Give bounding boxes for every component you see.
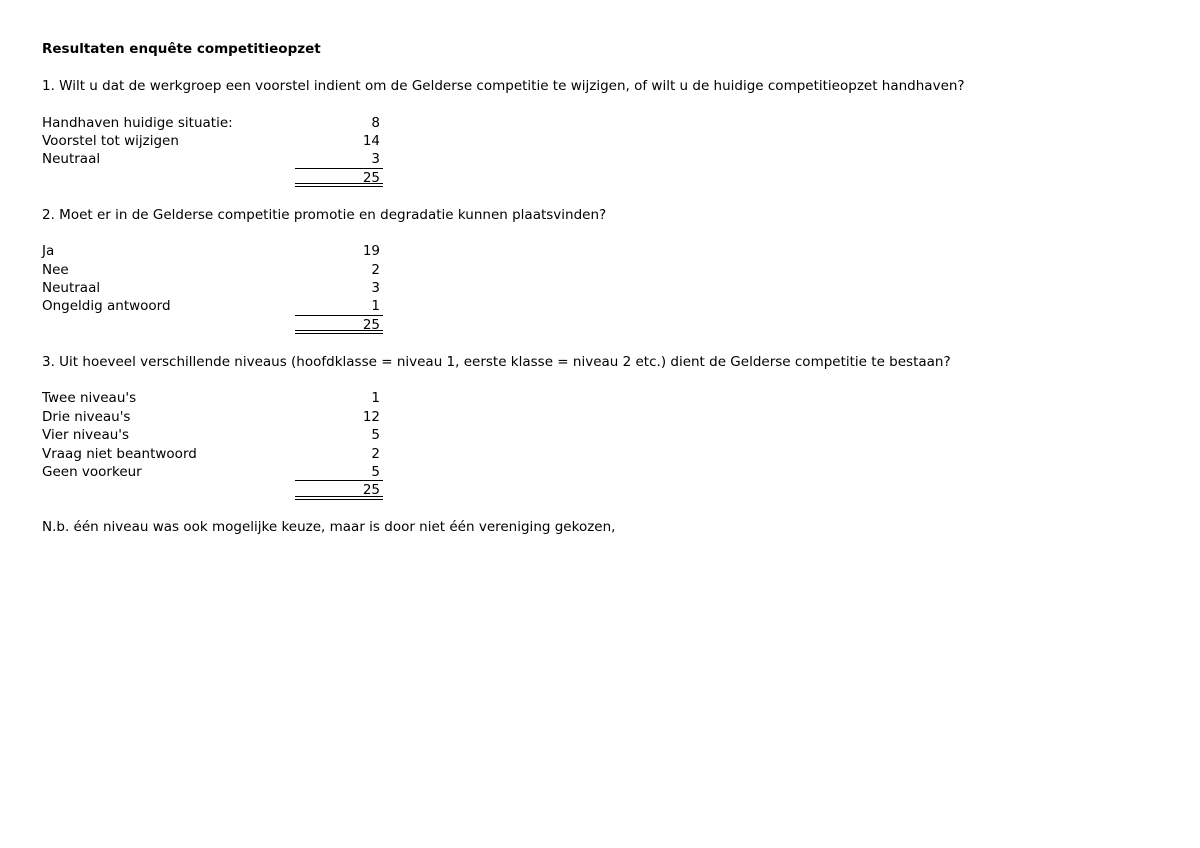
answer-label: Nee	[42, 261, 69, 278]
answer-count: 5	[295, 463, 383, 481]
total-count: 25	[295, 481, 383, 499]
blank-line	[42, 95, 1190, 113]
answer-count: 2	[371, 261, 380, 278]
survey-question-section-1	[42, 77, 1190, 187]
total-count: 25	[295, 169, 383, 187]
answer-row	[42, 463, 1190, 481]
total-row	[42, 169, 1190, 187]
blank-line	[42, 334, 1190, 352]
answer-count: 5	[371, 427, 380, 444]
blank-line	[42, 500, 1190, 518]
question-text: 3. Uit hoeveel verschillende niveaus (hoofdklasse = niveau 1, eerste klasse = niveau 2 etc.) dient de Gelderse competitie te bestaan?	[42, 353, 951, 370]
answer-label: Ongeldig antwoord	[42, 298, 171, 315]
answer-count: 2	[371, 445, 380, 462]
answer-count: 8	[371, 114, 380, 131]
answer-count: 12	[362, 408, 380, 425]
blank-line	[42, 187, 1190, 205]
survey-question-section-3	[42, 353, 1190, 500]
answer-count: 3	[295, 150, 383, 168]
answer-row	[42, 150, 1190, 168]
total-row	[42, 481, 1190, 499]
answer-count: 1	[371, 390, 380, 407]
blank-line	[42, 371, 1190, 389]
answer-row	[42, 389, 1190, 407]
blank-line	[42, 224, 1190, 242]
answer-label: Ja	[42, 243, 55, 260]
blank-line	[42, 58, 1190, 76]
document-content	[42, 40, 1190, 537]
answer-label: Twee niveau's	[42, 390, 137, 407]
survey-question-section-2	[42, 206, 1190, 335]
answer-count: 3	[371, 280, 380, 297]
answer-row	[42, 114, 1190, 132]
answer-label: Geen voorkeur	[42, 463, 142, 480]
answer-label: Neutraal	[42, 151, 101, 168]
answer-row	[42, 132, 1190, 150]
total-row	[42, 316, 1190, 334]
answer-label: Vraag niet beantwoord	[42, 445, 197, 462]
answer-label: Neutraal	[42, 280, 101, 297]
answer-row	[42, 408, 1190, 426]
answer-row	[42, 445, 1190, 463]
document-title: Resultaten enquête competitieopzet	[42, 41, 321, 57]
answer-row	[42, 297, 1190, 315]
total-count: 25	[295, 316, 383, 334]
answer-row	[42, 261, 1190, 279]
answer-count: 1	[295, 297, 383, 315]
answer-row	[42, 279, 1190, 297]
answer-label: Voorstel tot wijzigen	[42, 132, 179, 149]
answer-label: Vier niveau's	[42, 427, 130, 444]
answer-count: 19	[362, 243, 380, 260]
answer-row	[42, 426, 1190, 444]
answer-row	[42, 242, 1190, 260]
question-text: 2. Moet er in de Gelderse competitie promotie en degradatie kunnen plaatsvinden?	[42, 206, 607, 223]
question-text: 1. Wilt u dat de werkgroep een voorstel indient om de Gelderse competitie te wijzigen, of wilt u de huidige competitieopzet handhaven?	[42, 77, 965, 94]
footnote: N.b. één niveau was ook mogelijke keuze, maar is door niet één vereniging gekozen,	[42, 519, 616, 536]
answer-label: Handhaven huidige situatie:	[42, 114, 233, 131]
answer-count: 14	[362, 132, 380, 149]
answer-label: Drie niveau's	[42, 408, 131, 425]
